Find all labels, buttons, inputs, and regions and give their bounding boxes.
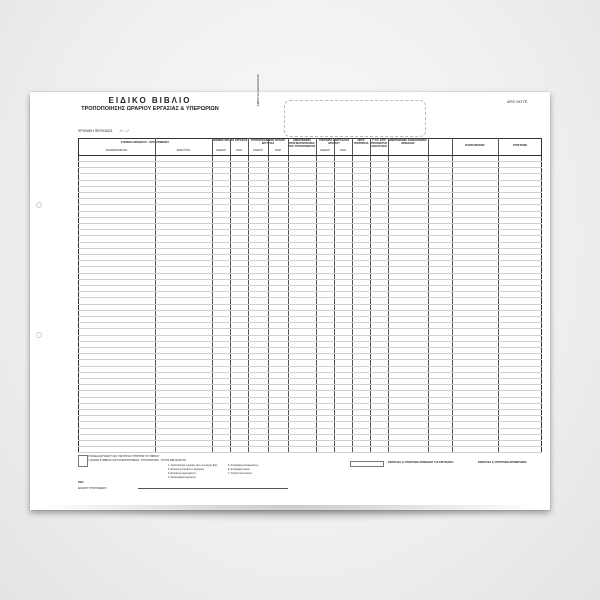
sign-business: ΣΦΡΑΓΙΔΑ & ΥΠΟΓΡΑΦΗ ΕΠΙΧΕΙΡΗΣΗΣ: [478, 461, 527, 464]
table-row: [78, 328, 542, 329]
form-sheet: [30, 74, 550, 510]
table-row: [78, 167, 542, 168]
table-row: [78, 366, 542, 367]
period-label: ΧΡΟΝΙΚΗ ΠΕΡΙΟΔΟΣ: [78, 129, 113, 133]
subheader-specialty: ΕΙΔΙΚΟΤΗΤΑ: [176, 150, 191, 152]
table-row: [78, 186, 542, 187]
table-row: [78, 291, 542, 292]
table-row: [78, 260, 542, 261]
table-row: [78, 384, 542, 385]
table-row: [78, 347, 542, 348]
footer-field-box: [350, 461, 384, 467]
table-row: [78, 415, 542, 416]
table-row: [78, 390, 542, 391]
header-announcement-date: ΗΜΕΡΟΜΗΝΙΑ ΑΝΑΚΟΙΝΩΣΗΣ ΜΟΝΑΔΟΣ: [389, 139, 427, 145]
header-legal-hours: ΝΟΜΙΜΟ ΩΡΑΡΙΟ ΕΡΓΑΣΙΑΣ: [212, 139, 248, 142]
table-row: [78, 204, 542, 205]
sign-employer: ΣΦΡΑΓΙΔΑ & ΥΠΟΓΡΑΦΗ ΑΡΜΟΔΙΟΥ ΓΙΑ ΕΡΓΟΔΟΤΗ: [388, 461, 454, 464]
table-row: [78, 211, 542, 212]
form-code: 263α: [78, 481, 84, 484]
sheet-shadow: [38, 505, 542, 523]
header-employee: ΣΤΟΙΧΕΙΑ ΜΙΣΘΩΤΟΥ - ΕΡΓΑΖΟΜΕΝΟΥ: [120, 141, 170, 144]
table-row: [78, 297, 542, 298]
subheader-start: ΕΝΑΡΞΗ: [216, 150, 226, 152]
legend-7: 7. Λοιπές περιπτώσεις: [228, 472, 252, 475]
table-row: [78, 248, 542, 249]
period-value: / / - / /: [119, 129, 129, 133]
table-row: [78, 161, 542, 162]
table-row: [78, 322, 542, 323]
subheader-end: ΛΗΞΗ: [235, 150, 243, 152]
table-row: [78, 217, 542, 218]
period-row: [78, 129, 129, 133]
table-row: [78, 316, 542, 317]
header-modification-date: ΗΜΕΡΟΜΗΝΙΑ ΠΡΑΓΜΑΤΟΠΟΙΗΣΗΣ ΤΗΣ ΤΡΟΠΟΠΟΙΗΣΗΣ: [288, 139, 316, 148]
table-row: [78, 192, 542, 193]
subheader-name: ΟΝΟΜΑΤΕΠΩΝΥΜΟ: [105, 150, 128, 152]
table-row: [78, 372, 542, 373]
form-footer: [78, 454, 542, 499]
table-row: [78, 266, 542, 267]
table-row: [78, 285, 542, 286]
form-code-label: ΑΡΙΘ. ΕΚΤΥΠ.: [507, 100, 528, 104]
table-row: [78, 397, 542, 398]
subheader-start: ΕΝΑΡΞΗ: [320, 150, 330, 152]
subheader-end: ΛΗΞΗ: [274, 150, 282, 152]
legend-2: 2. Εκτέλεση επειγόντων εργασιών: [168, 468, 204, 471]
table-row: [78, 335, 542, 336]
footer-logo-box: [78, 455, 88, 467]
table-row: [78, 254, 542, 255]
table-row: [78, 409, 542, 410]
footer-note-1: ΣΤΟΙΧΕΙΑ ΕΡΓΟΔΟΤΗ ΚΑΙ ΥΠΕΥΘΥΝΟΥ ΤΗΡΗΣΗΣ ΤΟΥ ΒΙΒΛΙΟΥ: [88, 455, 160, 458]
table-row: [78, 378, 542, 379]
stamp-box: [284, 100, 426, 137]
header-remarks: ΠΑΡΑΤΗΡΗΣΕΙΣ: [465, 144, 485, 147]
table-row: [78, 359, 542, 360]
footer-note-2: (*) ΕΙΔΙΚΟ ΣΥΜΒΟΛΟ ΛΟΓΩ ΠΑΡΑΠΟΝΗΣΕΩΣ - ΤΡΟΠΟΠΟΙΗΣΗ - ΤΙΤΛΟΣ ΘΕΣΗΣ ΕΡΓΟΥ: [88, 459, 187, 462]
legend-1: 1. Τροποποίηση ωραρίου λόγω ανωτέρας βίας: [168, 464, 218, 467]
table-row: [78, 310, 542, 311]
footer-rule: [138, 488, 288, 489]
header-modified-hours: ΤΡΟΠΟΠΟΙΗΜΕΝΟ ΩΡΑΡΙΟ ΕΡΓΑΣΙΑΣ: [250, 139, 286, 145]
table-row: [78, 434, 542, 435]
table-row: [78, 428, 542, 429]
table-row: [78, 223, 542, 224]
legend-6: 6. Απογραφή υλικών: [228, 468, 250, 471]
table-row: [78, 304, 542, 305]
legend-3: 3. Επισκευή μηχανημάτων: [168, 472, 197, 475]
table-row: [78, 440, 542, 441]
table-row: [78, 235, 542, 236]
header-divider: [78, 155, 542, 156]
footer-bottom-line: ΕΚΔΟΣΗ ΤΥΠΟΓΡΑΦΕΙΟΥ: [78, 487, 107, 490]
table-row: [78, 421, 542, 422]
table-row: [78, 198, 542, 199]
table-row: [78, 353, 542, 354]
table-row: [78, 279, 542, 280]
punch-hole: [36, 332, 42, 338]
header-signature: ΥΠΟΓΡΑΦΗ: [512, 144, 528, 147]
header-extra-rest: Γ' ΕΛ. ΚΤΙΣ ΠΡΟΣΘΕΤΗΣ ΑΝΑΠΑΥΣΗΣ: [371, 139, 387, 148]
table-row: [78, 403, 542, 404]
stamp-label: ΣΦΡΑΓΙΔΑ ΘΕΩΡΗΣΗΣ: [256, 74, 260, 106]
subheader-end: ΛΗΞΗ: [339, 150, 347, 152]
legend-5: 5. Απογραφή εμπορευμάτων: [228, 464, 259, 467]
form-subtitle: ΤΡΟΠΟΠΟΙΗΣΗΣ ΩΡΑΡΙΟΥ ΕΡΓΑΣΙΑΣ & ΥΠΕΡΩΡΙΩΝ: [81, 106, 219, 112]
main-table: [78, 138, 542, 453]
table-row: [78, 341, 542, 342]
legend-4: 4. Προετοιμασία εργασιών: [168, 476, 196, 479]
form-title: ΕΙΔΙΚΟ ΒΙΒΛΙΟ: [108, 96, 192, 105]
table-row: [78, 173, 542, 174]
subheader-start: ΕΝΑΡΞΗ: [253, 150, 263, 152]
table-row: [78, 180, 542, 181]
table-row: [78, 273, 542, 274]
header-overtime-notice: ΥΠΕΡΩΡΙΑ ΑΝΑΓΓΕΛΙΑΣ ΩΡΑΡΙΟΥ: [318, 139, 350, 145]
table-row: [78, 242, 542, 243]
header-overtime-hours: ΩΡΕΣ ΥΠΕΡΩΡΙΑΣ: [353, 139, 369, 145]
table-row: [78, 446, 542, 447]
table-row: [78, 229, 542, 230]
punch-hole: [36, 202, 42, 208]
